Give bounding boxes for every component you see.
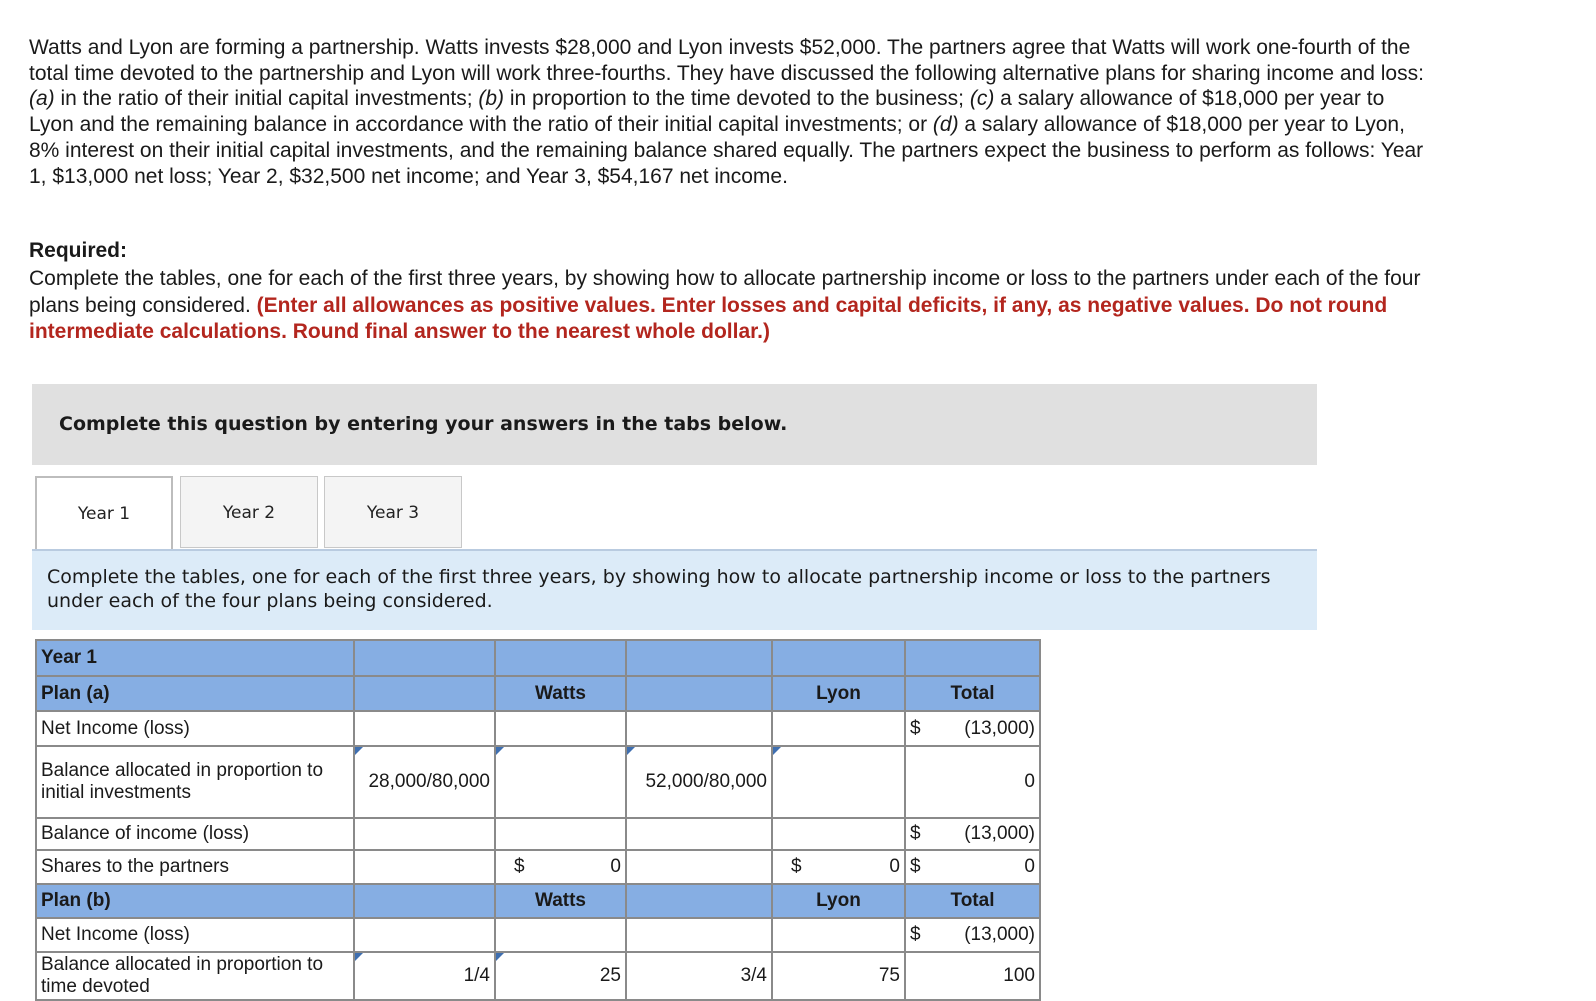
total-value: $ (13,000) — [905, 711, 1040, 746]
tab-year-3[interactable]: Year 3 — [324, 476, 462, 548]
total-value: $ (13,000) — [905, 918, 1040, 952]
watts-ratio-input[interactable]: 28,000/80,000 — [354, 746, 495, 818]
total-column-header: Total — [905, 884, 1040, 918]
watts-column-header: Watts — [495, 884, 626, 918]
problem-statement: Watts and Lyon are forming a partnership. Watts invests $28,000 and Lyon invests $52,000. The partners agree that Watts will work one-fourth of the total time devoted to the partnership and Lyon will work three-fourths. They have discussed the following alternative plans for sharing income and loss: (a) in the ratio of their initial capital investments; (b) in proportion to the time devoted to the business; (c) a salary allowance of $18,000 per year to Lyon and the remaining balance in accordance with the ratio of their initial capital investments; or (d) a salary allowance of $18,000 per year to Lyon, 8% interest on their initial capital investments, and the remaining balance shared equally. The partners expect the business to perform as follows: Year 1, $13,000 net loss; Year 2, $32,500 net income; and Year 3, $54,167 net income. — [29, 36, 1424, 188]
plan-a-header-row — [36, 676, 1040, 711]
total-share: $ 0 — [905, 850, 1040, 884]
row-label: Net Income (loss) — [36, 918, 354, 952]
row-label: Shares to the partners — [36, 850, 354, 884]
row-label: Balance allocated in proportion to time devoted — [36, 952, 354, 1000]
plan-b-label: Plan (b) — [36, 884, 354, 918]
lyon-percent-input[interactable]: 75 — [772, 952, 905, 1000]
table-row — [36, 952, 1040, 1000]
table-title-row — [36, 640, 1040, 676]
total-value: 100 — [905, 952, 1040, 1000]
total-value: 0 — [905, 746, 1040, 818]
watts-ratio-input[interactable]: 1/4 — [354, 952, 495, 1000]
required-text: Complete the tables, one for each of the first three years, by showing how to allocate partnership income or loss to the partners under each of the four plans being considered. (Enter all allowances as positive values. Enter losses and capital deficits, if any, as negative values. Do not round intermediate calculations. Round final answer to the nearest whole dollar.) — [29, 267, 1421, 343]
watts-share: $ 0 — [495, 850, 626, 884]
tab-year-1[interactable]: Year 1 — [35, 476, 173, 550]
tab-year-2[interactable]: Year 2 — [180, 476, 318, 548]
table-title: Year 1 — [36, 640, 354, 676]
table-row — [36, 818, 1040, 850]
total-value: $ (13,000) — [905, 818, 1040, 850]
table-row — [36, 746, 1040, 818]
watts-percent-input[interactable]: 25 — [495, 952, 626, 1000]
table-row — [36, 918, 1040, 952]
watts-column-header: Watts — [495, 676, 626, 711]
lyon-share: $ 0 — [772, 850, 905, 884]
lyon-ratio-input[interactable]: 3/4 — [626, 952, 772, 1000]
total-column-header: Total — [905, 676, 1040, 711]
row-label: Balance allocated in proportion to initial investments — [36, 746, 354, 818]
lyon-column-header: Lyon — [772, 884, 905, 918]
watts-amount-input[interactable] — [495, 746, 626, 818]
tabs-banner: Complete this question by entering your answers in the tabs below. — [32, 384, 1317, 465]
plan-b-header-row — [36, 884, 1040, 918]
required-instructions: (Enter all allowances as positive values. Enter losses and capital deficits, if any, as negative values. Do not round intermediate calculations. Round final answer to the nearest whole dollar.) — [29, 293, 1388, 343]
plan-a-label: Plan (a) — [36, 676, 354, 711]
instruction-box: Complete the tables, one for each of the first three years, by showing how to allocate partnership income or loss to the partners under each of the four plans being considered. — [32, 551, 1317, 630]
required-heading: Required: — [29, 239, 128, 262]
lyon-column-header: Lyon — [772, 676, 905, 711]
table-row — [36, 711, 1040, 746]
table-row — [36, 850, 1040, 884]
lyon-ratio-input[interactable]: 52,000/80,000 — [626, 746, 772, 818]
row-label: Balance of income (loss) — [36, 818, 354, 850]
lyon-amount-input[interactable] — [772, 746, 905, 818]
row-label: Net Income (loss) — [36, 711, 354, 746]
allocation-table — [35, 639, 1041, 1001]
